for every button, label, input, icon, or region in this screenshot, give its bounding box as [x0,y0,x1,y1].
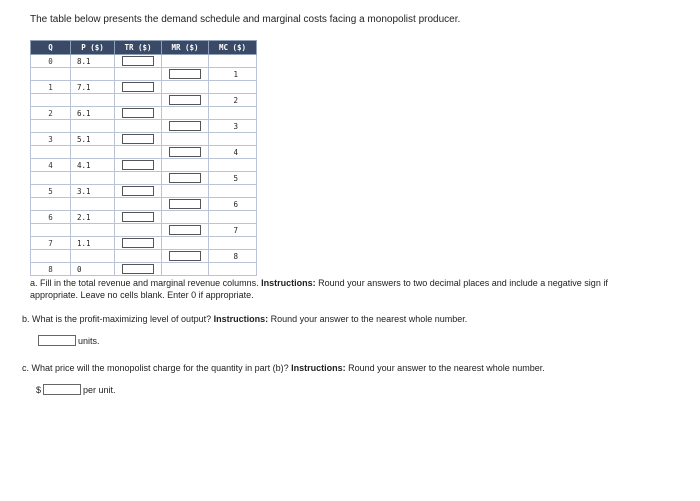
per-unit-label: per unit. [83,384,116,395]
mc-cell: 7 [209,224,257,237]
p-cell: 3.1 [71,185,115,198]
mc-cell [209,55,257,68]
table-row-between [31,172,257,185]
output-answer-row [38,335,100,346]
mr-input-3[interactable] [169,121,201,131]
table-row [31,159,257,172]
p-cell: 4.1 [71,159,115,172]
mr-cell [162,55,209,68]
p-cell: 5.1 [71,133,115,146]
q-cell: 1 [31,81,71,94]
q-cell: 3 [31,133,71,146]
mr-input-2[interactable] [169,95,201,105]
tr-input-4[interactable] [122,160,154,170]
tr-input-5[interactable] [122,186,154,196]
price-answer-row [36,384,116,395]
table-row-between [31,146,257,159]
mc-cell: 1 [209,68,257,81]
units-label: units. [78,335,100,346]
table-row-between [31,198,257,211]
header-mc: MC ($) [209,41,257,55]
p-cell: 0 [71,263,115,276]
table-header-row [31,41,257,55]
table-row [31,81,257,94]
q-cell: 8 [31,263,71,276]
table-row-between [31,94,257,107]
header-q: Q [31,41,71,55]
table-row [31,133,257,146]
question-a: a. Fill in the total revenue and marginal revenue columns. Instructions: Round your answers to two decimal places and include a negative sign if appropriate. Leave no cells blank. Enter 0 if appropriate. [30,278,608,300]
mc-cell: 6 [209,198,257,211]
p-cell: 8.1 [71,55,115,68]
header-mr: MR ($) [162,41,209,55]
table-row-between [31,68,257,81]
currency-symbol: $ [36,384,42,395]
q-cell: 5 [31,185,71,198]
mr-input-1[interactable] [169,69,201,79]
mc-cell: 3 [209,120,257,133]
q-cell: 2 [31,107,71,120]
price-input[interactable] [43,384,81,395]
intro-text: The table below presents the demand schedule and marginal costs facing a monopolist producer. [30,14,461,25]
p-cell: 2.1 [71,211,115,224]
tr-input-6[interactable] [122,212,154,222]
table-row [31,185,257,198]
question-c: c. What price will the monopolist charge for the quantity in part (b)? Instructions: Round your answer to the nearest whole number. [22,363,545,373]
demand-schedule-table [30,40,257,276]
output-input[interactable] [38,335,76,346]
p-cell: 7.1 [71,81,115,94]
mc-cell: 8 [209,250,257,263]
tr-input-8[interactable] [122,264,154,274]
table-row [31,211,257,224]
table-row [31,263,257,276]
p-cell: 6.1 [71,107,115,120]
table-row-between [31,250,257,263]
mr-input-8[interactable] [169,251,201,261]
mr-input-4[interactable] [169,147,201,157]
table-row [31,107,257,120]
q-cell: 6 [31,211,71,224]
tr-input-2[interactable] [122,108,154,118]
mr-input-7[interactable] [169,225,201,235]
tr-input-7[interactable] [122,238,154,248]
q-cell: 0 [31,55,71,68]
mc-cell: 2 [209,94,257,107]
tr-cell [115,55,162,68]
mc-cell: 4 [209,146,257,159]
table-row [31,55,257,68]
q-cell: 4 [31,159,71,172]
q-cell: 7 [31,237,71,250]
question-b: b. What is the profit-maximizing level of output? Instructions: Round your answer to the nearest whole number. [22,314,468,324]
mr-input-5[interactable] [169,173,201,183]
header-tr: TR ($) [115,41,162,55]
header-p: P ($) [71,41,115,55]
table-row-between [31,120,257,133]
tr-input-3[interactable] [122,134,154,144]
p-cell: 1.1 [71,237,115,250]
mc-cell: 5 [209,172,257,185]
tr-input-1[interactable] [122,82,154,92]
table-row [31,237,257,250]
tr-input-0[interactable] [122,56,154,66]
table-row-between [31,224,257,237]
mr-input-6[interactable] [169,199,201,209]
